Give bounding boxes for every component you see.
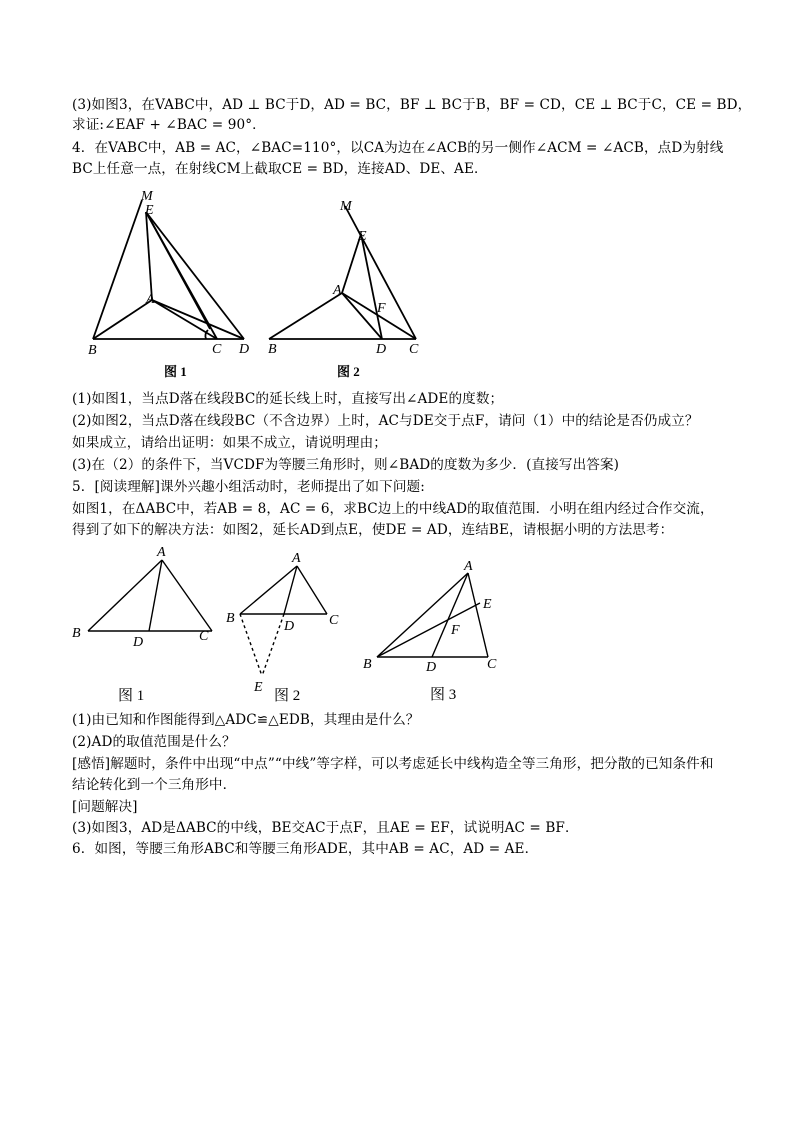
q5-fig3-caption: 图 3 [430,687,457,703]
q4-part1: (1)如图1，当点D落在线段BC的延长线上时，直接写出∠ADE的度数； [72,391,504,407]
q4-fig1-label-e: E [145,203,154,218]
q5-fig2-label-b: B [226,611,235,626]
q5-fig1-label-d: D [133,635,144,650]
q4-part2-line1: (2)如图2，当点D落在线段BC（不含边界）上时，AC与DE交于点F，请问（1）中的结论是否仍成立？ [72,413,699,429]
q3-part3-line1: (3)如图3，在VABC中，AD ⊥ BC于D，AD = BC，BF ⊥ BC于B，BF = CD，CE ⊥ BC于C，CE = BD， [72,97,752,113]
q5-line1: 5．[阅读理解]课外兴趣小组活动时，老师提出了如下问题: [72,479,425,495]
q5-line3: 得到了如下的解决方法：如图2，延长AD到点E，使DE = AD，连结BE，请根据小明的方法思考： [72,522,674,538]
q5-fig2-label-c: C [329,613,339,628]
q4-stem-line2: BC上任意一点，在射线CM上截取CE = BD，连接AD、DE、AE． [72,161,488,177]
q5-part3: (3)如图3，AD是ΔABC的中线，BE交AC于点F，且AE = EF，试说明AC = BF． [72,820,579,836]
q4-fig2-label-b: B [268,342,277,357]
q5-fig2-label-d: D [284,619,295,634]
q4-fig1-label-c: C [212,342,222,357]
q5-part1: (1)由已知和作图能得到△ADC≌△EDB，其理由是什么？ [72,712,420,728]
q5-fig3-label-f: F [451,623,460,638]
q4-part3: (3)在（2）的条件下，当VCDF为等腰三角形时，则∠BAD的度数为多少．(直接写出答案) [72,457,620,473]
q4-fig2-label-a: A [333,283,342,298]
q5-figure-1 [88,560,212,631]
q5-fig2-caption: 图 2 [274,688,301,704]
q3-part3-line2: 求证:∠EAF + ∠BAC = 90°． [72,117,266,133]
q5-fig1-caption: 图 1 [118,688,145,704]
q4-fig2-label-d: D [376,342,387,357]
q4-fig2-label-c: C [409,342,419,357]
q4-fig2-label-e: E [358,229,367,244]
q4-part2-line2: 如果成立，请给出证明：如果不成立，请说明理由； [72,435,387,451]
q5-insight-line1: [感悟]解题时，条件中出现“中点”“中线”等字样，可以考虑延长中线构造全等三角形，把分散的已知条件和 [72,756,714,772]
q4-fig1-label-m: M [141,189,153,204]
q5-fig1-label-c: C [199,629,209,644]
q5-fig3-label-a: A [464,559,473,574]
q5-fig3-label-b: B [363,657,372,672]
q4-fig1-label-a: A [146,292,155,307]
q4-fig2-label-f: F [377,301,386,316]
q4-figure-2 [269,206,416,339]
q5-fig3-label-d: D [426,660,437,675]
q4-figures [80,185,420,385]
q4-stem-line1: 4．在VABC中，AB = AC，∠BAC=110°，以CA为边在∠ACB的另一侧作∠ACM = ∠ACB，点D为射线 [72,140,724,156]
q5-fig1-label-a: A [157,545,166,560]
q5-fig1-label-b: B [72,626,81,641]
q5-part2: (2)AD的取值范围是什么？ [72,734,236,750]
q4-fig1-label-b: B [88,343,97,358]
q4-fig1-caption: 图 1 [164,364,187,379]
q5-fig2-label-a: A [292,551,301,566]
q5-fig3-label-c: C [487,657,497,672]
q5-solve-heading: [问题解决] [72,799,138,815]
q5-figures [66,540,516,710]
q5-fig2-label-e: E [254,680,263,695]
q4-figure-1 [93,200,244,339]
q5-fig3-label-e: E [483,597,492,612]
q5-line2: 如图1，在ΔABC中，若AB = 8，AC = 6，求BC边上的中线AD的取值范围．小明在组内经过合作交流， [72,501,714,517]
q5-figure-3 [377,573,488,657]
q4-fig2-caption: 图 2 [337,364,360,379]
q4-fig1-label-d: D [239,342,250,357]
q5-insight-line2: 结论转化到一个三角形中． [72,777,237,793]
q6-line1: 6．如图，等腰三角形ABC和等腰三角形ADE，其中AB = AC，AD = AE． [72,841,539,857]
q4-fig2-label-m: M [340,199,352,214]
